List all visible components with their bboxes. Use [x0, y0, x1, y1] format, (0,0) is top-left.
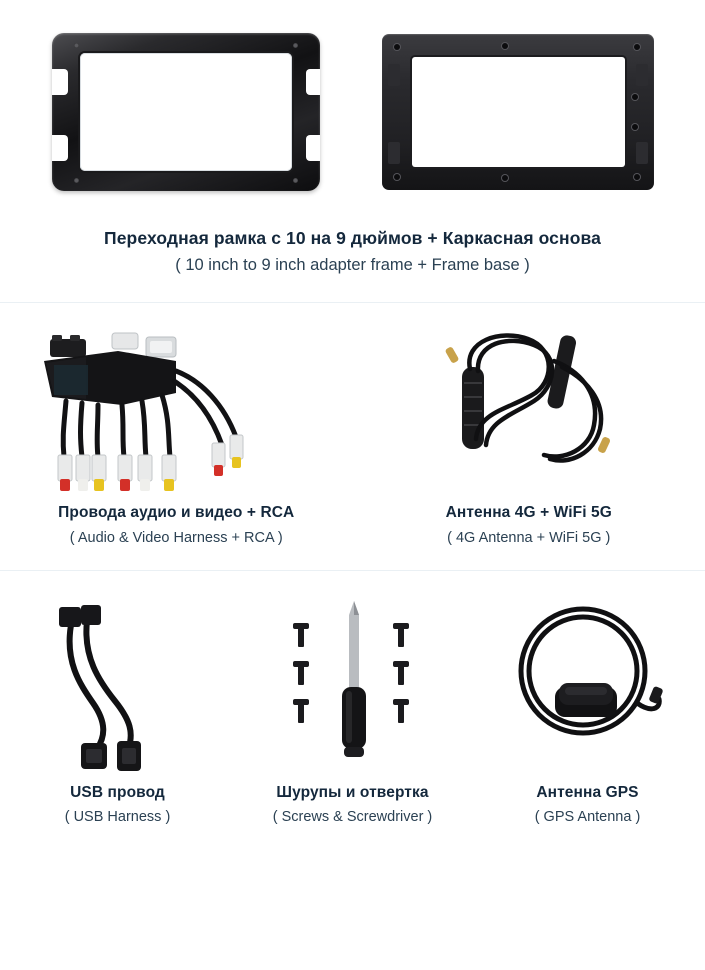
glossy-adapter-frame-icon	[52, 33, 320, 191]
screws-screwdriver-caption	[273, 784, 433, 827]
gps-antenna-icon	[483, 591, 693, 776]
screws-screwdriver-artwork	[258, 591, 448, 776]
item-audio-video-harness	[0, 321, 353, 547]
adapter-frame-artwork	[0, 22, 705, 202]
adapter-frame-label-en: ( 10 inch to 9 inch adapter frame + Frame base )	[175, 256, 530, 274]
section-accessories	[0, 571, 705, 827]
item-screws-screwdriver	[235, 591, 470, 827]
item-usb-harness	[0, 591, 235, 827]
audio-video-harness-label-ru: Провода аудио и видео + RCA	[58, 504, 295, 522]
4g-antenna-icon	[404, 321, 654, 496]
usb-harness-artwork	[23, 591, 213, 776]
audio-video-harness-caption	[58, 504, 294, 547]
section-harness-antenna	[0, 303, 705, 570]
screws-screwdriver-label-ru: Шурупы и отвертка	[276, 783, 429, 801]
screwdriver-icon	[258, 591, 448, 776]
item-4g-wifi-antenna	[353, 321, 705, 547]
4g-wifi-antenna-caption	[446, 504, 612, 547]
4g-wifi-antenna-label-ru: Антенна 4G + WiFi 5G	[445, 504, 612, 522]
usb-cable-icon	[23, 591, 213, 776]
usb-harness-caption	[65, 784, 171, 827]
gps-antenna-artwork	[483, 591, 693, 776]
adapter-frame-label-ru: Переходная рамка с 10 на 9 дюймов + Каркасная основа	[104, 228, 601, 248]
audio-video-harness-artwork	[26, 321, 326, 496]
gps-antenna-label-en: ( GPS Antenna )	[534, 809, 641, 826]
gps-antenna-label-ru: Антенна GPS	[536, 783, 639, 801]
section-adapter-frame	[0, 0, 705, 303]
gps-antenna-caption	[535, 784, 641, 827]
adapter-frame-caption	[0, 228, 705, 276]
item-gps-antenna	[470, 591, 705, 827]
usb-harness-label-en: ( USB Harness )	[64, 809, 171, 826]
audio-video-harness-label-en: ( Audio & Video Harness + RCA )	[69, 530, 283, 547]
4g-wifi-antenna-label-en: ( 4G Antenna + WiFi 5G )	[447, 530, 611, 547]
4g-wifi-antenna-artwork	[404, 321, 654, 496]
screws-screwdriver-label-en: ( Screws & Screwdriver )	[272, 809, 433, 826]
wiring-harness-icon	[26, 321, 326, 496]
matte-frame-base-icon	[382, 34, 654, 190]
usb-harness-label-ru: USB провод	[70, 783, 165, 801]
